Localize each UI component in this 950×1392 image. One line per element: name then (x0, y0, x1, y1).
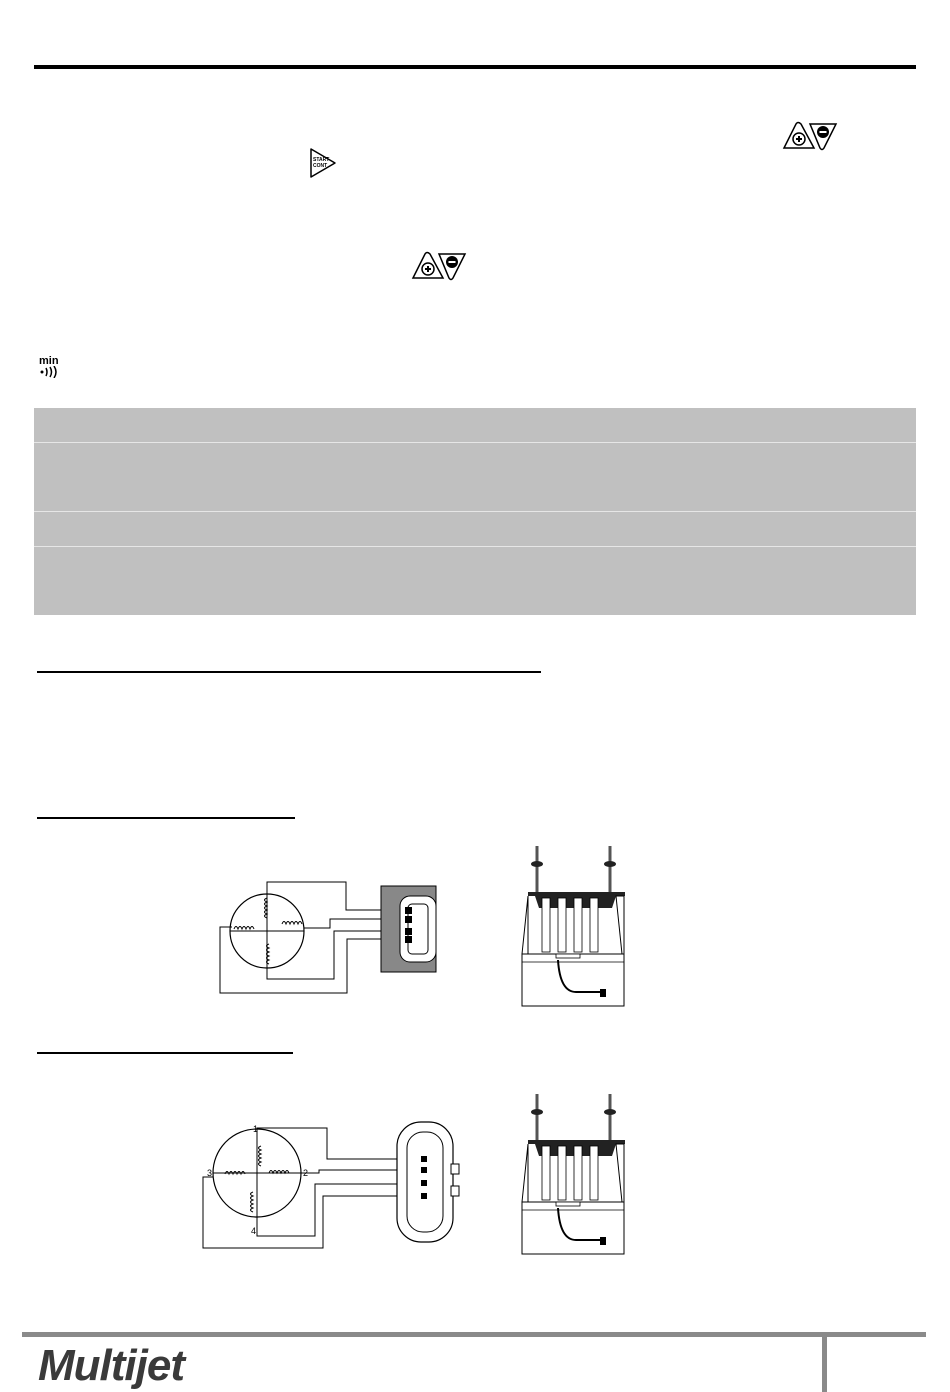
stepper-motor-wiring-diagram (195, 1118, 465, 1252)
table-row (34, 512, 916, 546)
multijet-logo: Multijet (38, 1341, 184, 1390)
start-cont-button-icon (309, 147, 337, 179)
table-row (34, 547, 916, 615)
section-heading-underline (37, 1052, 293, 1054)
footer-rule (22, 1332, 926, 1337)
table-row (34, 443, 916, 511)
stepper-motor-wiring-diagram (210, 876, 450, 1000)
injector-module-drawing (518, 1090, 630, 1256)
vibration-min-icon (40, 366, 60, 378)
pin-label: 1 (253, 1124, 259, 1134)
plus-minus-buttons-icon (409, 250, 467, 282)
footer-divider (822, 1337, 827, 1392)
pin-label: 2 (303, 1168, 309, 1178)
vibration-min-icon-label: min (39, 355, 59, 367)
cont-label: CONT (313, 163, 328, 169)
pin-label: 3 (207, 1168, 213, 1178)
injector-module-drawing (518, 842, 630, 1008)
plus-minus-buttons-icon (780, 120, 838, 152)
start-label: START (313, 157, 330, 163)
pin-label: 4 (251, 1226, 257, 1236)
header-rule (34, 65, 916, 69)
section-heading-underline (37, 671, 541, 673)
section-heading-underline (37, 817, 295, 819)
table-row (34, 408, 916, 442)
